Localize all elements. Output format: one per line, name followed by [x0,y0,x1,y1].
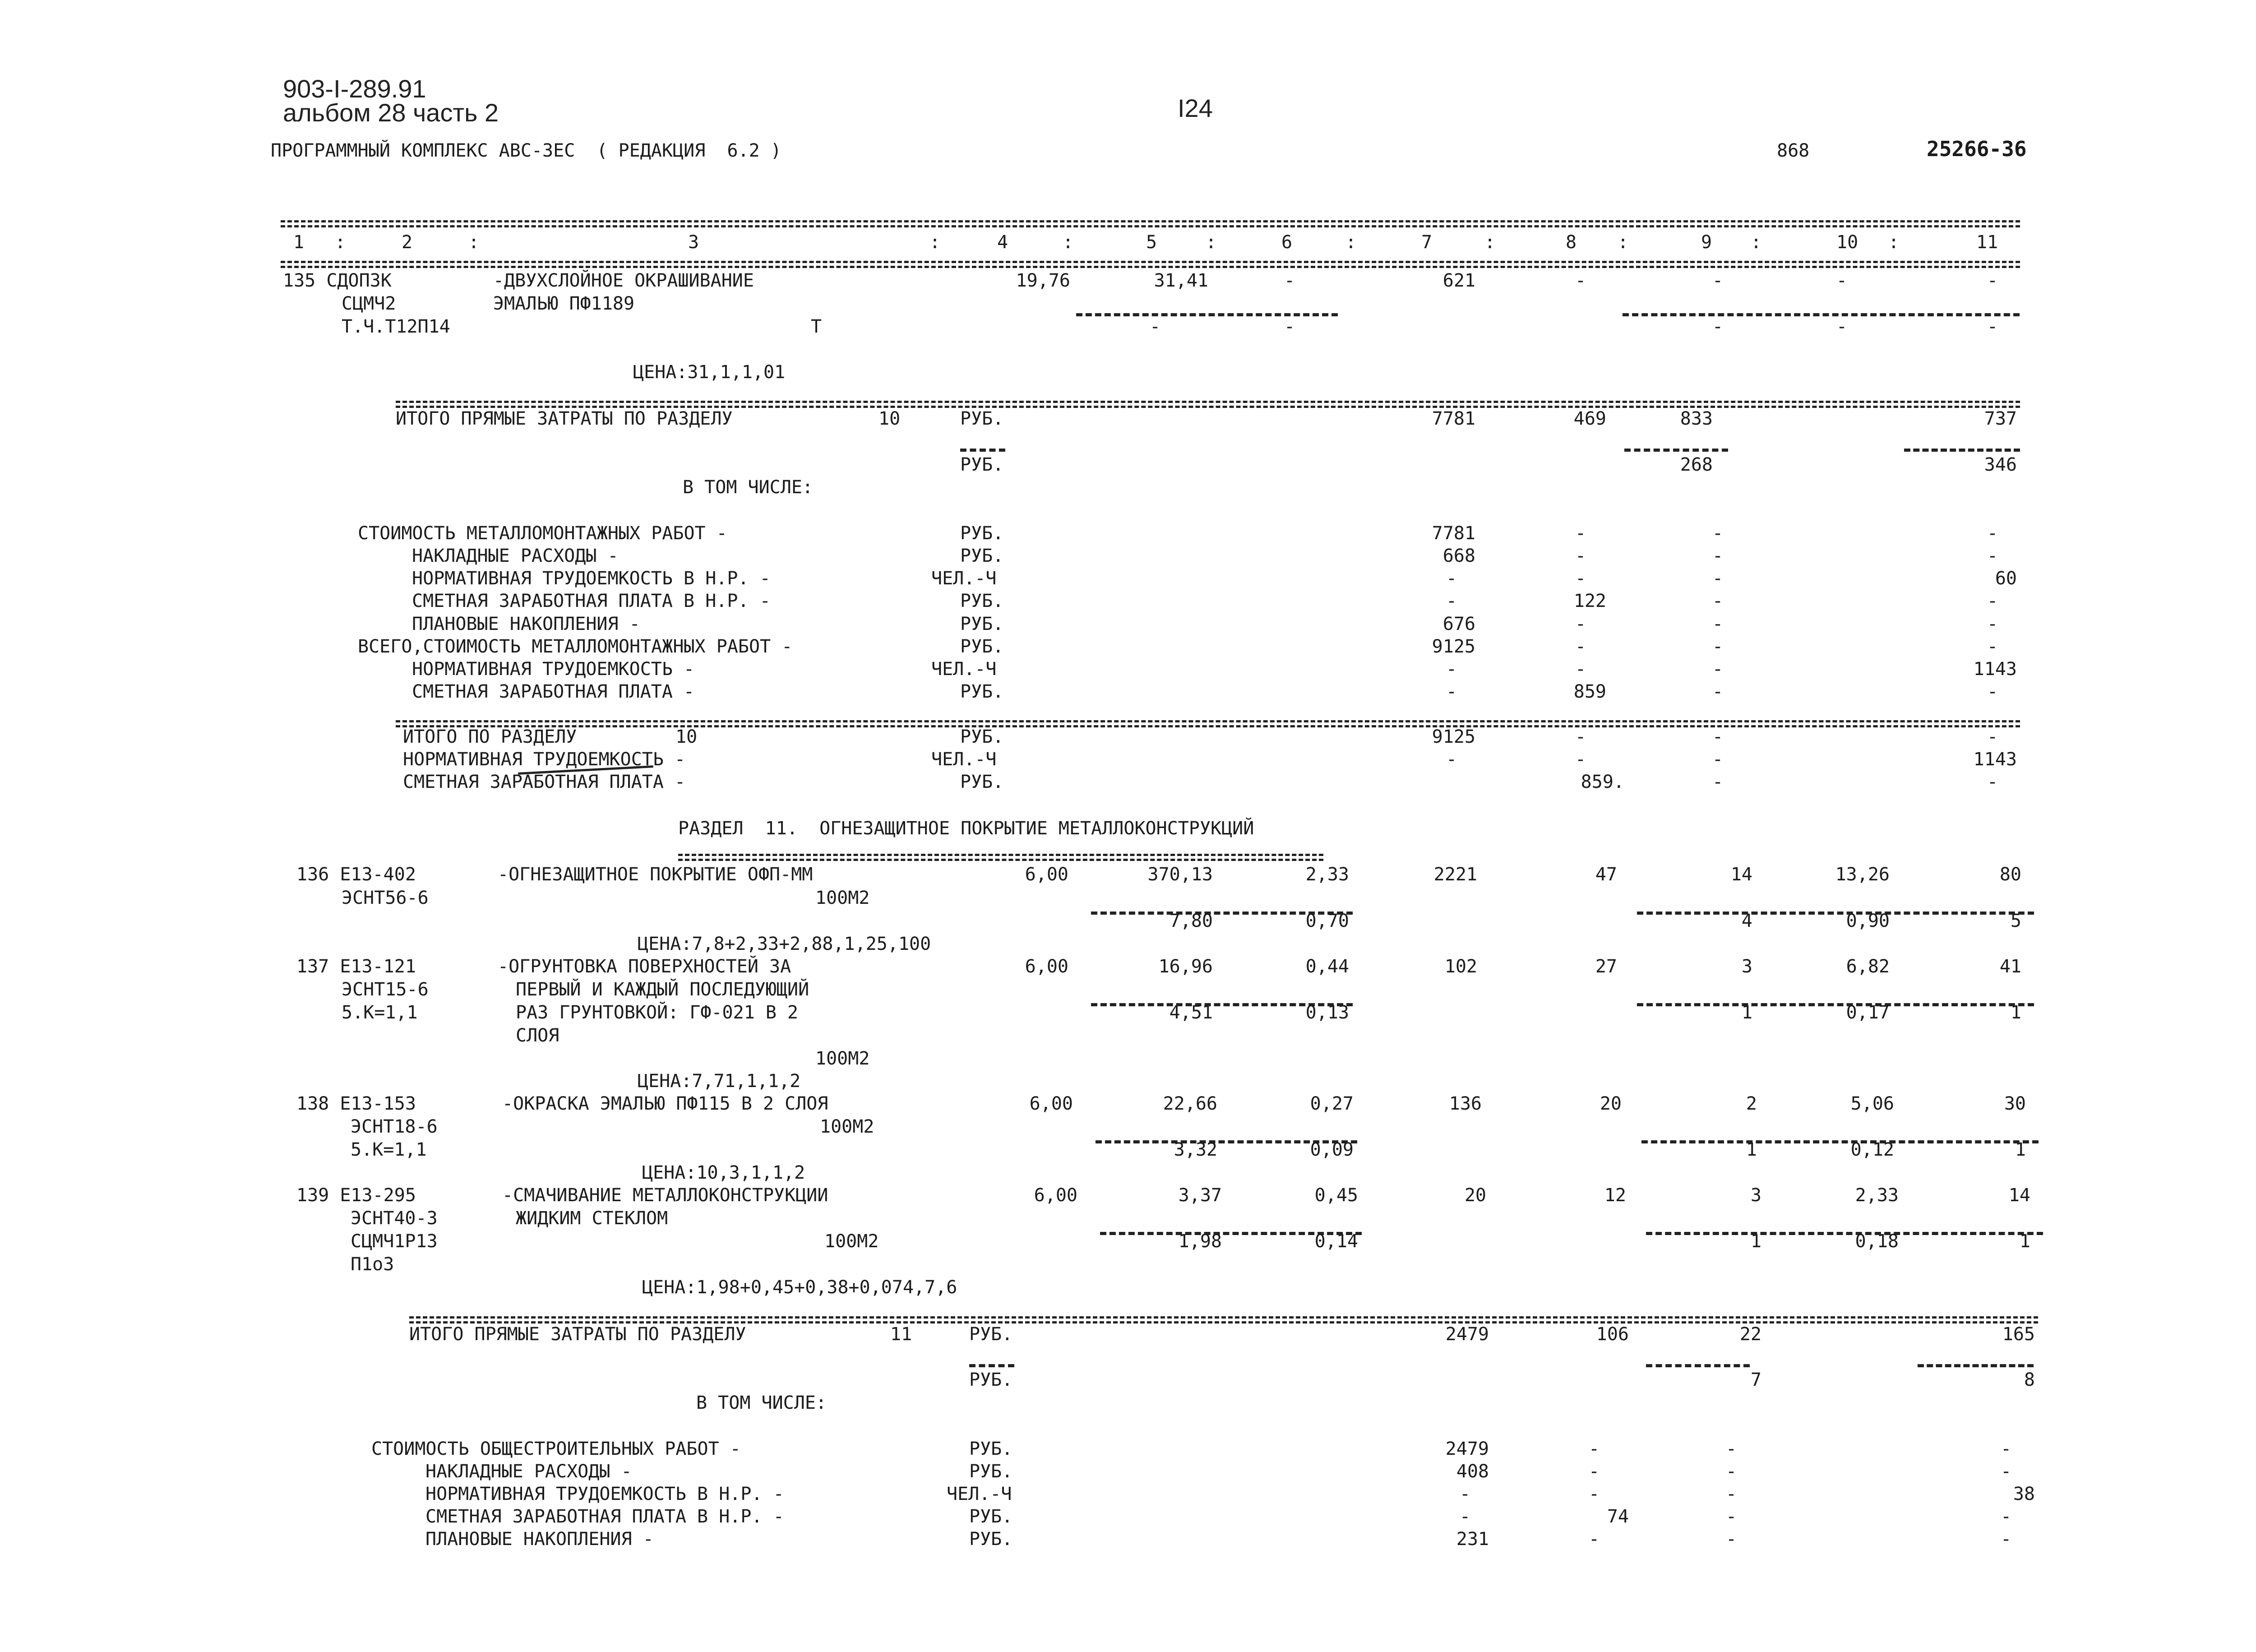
table-cell: 0,17 [1846,1002,1890,1023]
table-cell: 3 [1741,956,1752,977]
table-cell: 5 [2010,911,2021,931]
table-cell: 38 [2013,1484,2035,1504]
table-cell: 4 [1741,911,1752,931]
table-cell: - [1725,1506,1737,1527]
table-cell: 737 [1984,408,2017,429]
table-cell: - [1284,270,1295,291]
table-cell: 0,12 [1850,1139,1894,1160]
table-cell: - [1712,749,1724,770]
column-number: 1 [293,232,305,253]
table-cell: - [1446,568,1457,589]
table-cell: 47 [1595,864,1617,885]
table-cell: - [1987,614,1998,634]
subtotal-underline [1076,313,1338,316]
table-cell: 1 [2010,1002,2021,1023]
table-cell: ЧЕЛ.-Ч [931,749,997,770]
table-cell: ИТОГО ПО РАЗДЕЛУ [403,727,577,747]
table-cell: 22,66 [1163,1093,1217,1114]
table-cell: 19,76 [1016,270,1070,291]
table-cell: -ДВУХСЛОЙНОЕ ОКРАШИВАНИЕ [493,270,754,291]
table-cell: - [1725,1439,1737,1459]
table-cell: - [1575,636,1586,657]
table-cell: 137 Е13-121 [296,956,416,977]
table-cell: РУБ. [960,454,1004,475]
table-cell: 370,13 [1147,864,1213,885]
subtotal-underline [960,449,1005,452]
table-cell: 100М2 [824,1231,879,1252]
table-cell: НОРМАТИВНАЯ ТРУДОЕМКОСТЬ - [412,659,695,680]
table-cell: - [1836,316,1848,337]
table-cell: 0,18 [1855,1231,1899,1252]
column-number: 5 [1146,232,1157,253]
table-cell: 3,37 [1178,1185,1222,1206]
table-cell: - [1712,523,1724,544]
table-cell: 122 [1573,591,1606,611]
table-cell: РАЗ ГРУНТОВКОЙ: ГФ-021 В 2 [516,1002,799,1023]
table-cell: НАКЛАДНЫЕ РАСХОДЫ - [425,1461,632,1482]
table-cell: 7781 [1432,523,1475,544]
table-cell: 1 [2019,1231,2030,1252]
table-cell: - [1446,659,1457,680]
table-cell: 8 [2024,1370,2035,1390]
table-cell: НОРМАТИВНАЯ ТРУДОЕМКОСТЬ В Н.Р. - [412,568,771,589]
table-cell: 4,51 [1169,1002,1213,1023]
table-cell: 60 [1995,568,2017,589]
table-cell: - [1987,591,1998,611]
table-cell: НОРМАТИВНАЯ ТРУДОЕМКОСТЬ В Н.Р. - [425,1484,784,1504]
table-cell: ЖИДКИМ СТЕКЛОМ [516,1208,668,1229]
table-cell: СМЕТНАЯ ЗАРАБОТНАЯ ПЛАТА - [412,681,695,702]
table-cell: 7781 [1432,408,1475,429]
table-cell: 0,44 [1305,956,1349,977]
table-cell: 0,45 [1314,1185,1358,1206]
table-cell: - [1588,1439,1600,1459]
table-cell: - [1446,591,1457,611]
table-cell: - [1987,523,1998,544]
table-cell: ПЛАНОВЫЕ НАКОПЛЕНИЯ - [425,1529,654,1550]
table-cell: 6,82 [1846,956,1890,977]
table-cell: -ОГНЕЗАЩИТНОЕ ПОКРЫТИЕ ОФП-ММ [498,864,813,885]
table-cell: ЦЕНА:7,71,1,1,2 [638,1071,801,1092]
table-cell: -ОКРАСКА ЭМАЛЬЮ ПФ115 В 2 СЛОЯ [502,1093,828,1114]
table-cell: - [1712,659,1724,680]
subtotal-underline [1918,1364,2034,1367]
column-number: 8 [1566,232,1577,253]
table-cell: - [1712,568,1724,589]
table-cell: 41 [1999,956,2021,977]
table-cell: 469 [1573,408,1606,429]
table-cell: 6,00 [1029,1093,1073,1114]
column-separator: : [1484,232,1496,253]
table-cell: СЦМЧ1Р13 [351,1231,438,1252]
table-cell: - [2000,1529,2012,1550]
table-cell: - [1575,614,1586,634]
table-cell: - [1588,1461,1600,1482]
header-bottom-rule [281,261,2020,268]
table-cell: ЦЕНА:1,98+0,45+0,38+0,074,7,6 [642,1277,957,1298]
table-cell: 20 [1600,1093,1622,1114]
table-cell: 100М2 [815,1048,870,1069]
table-cell: ЭСНТ56-6 [342,888,429,908]
table-cell: - [1575,749,1586,770]
table-cell: - [1987,772,1998,792]
table-cell: 6,00 [1025,956,1068,977]
table-cell: РУБ. [960,681,1004,702]
table-cell: НАКЛАДНЫЕ РАСХОДЫ - [412,546,619,566]
table-cell: - [1987,546,1998,566]
table-cell: РУБ. [960,546,1004,566]
table-cell: 1143 [1973,749,2017,770]
table-cell: Т [811,316,822,337]
table-cell: 1 [1741,1002,1752,1023]
subtotal-underline [1624,449,1728,452]
table-cell: - [1712,727,1724,747]
table-cell: 0,90 [1846,911,1890,931]
column-number: 2 [402,232,413,253]
table-cell: 0,70 [1305,911,1349,931]
table-cell: - [2000,1461,2012,1482]
table-cell: 2221 [1433,864,1477,885]
table-cell: 5.К=1,1 [351,1139,427,1160]
table-cell: 2479 [1445,1324,1489,1345]
table-cell: 408 [1456,1461,1489,1482]
table-cell: 346 [1984,454,2017,475]
section-title-underline [678,854,1323,861]
column-number: 6 [1281,232,1293,253]
table-cell: СТОИМОСТЬ ОБЩЕСТРОИТЕЛЬНЫХ РАБОТ - [371,1439,741,1459]
table-cell: ИТОГО ПРЯМЫЕ ЗАТРАТЫ ПО РАЗДЕЛУ [396,408,733,429]
table-cell: ПЛАНОВЫЕ НАКОПЛЕНИЯ - [412,614,640,634]
table-cell: 12 [1604,1185,1626,1206]
table-cell: 16,96 [1158,956,1213,977]
table-cell: 27 [1595,956,1617,977]
code-left: 868 [1777,140,1810,161]
table-cell: 1,98 [1178,1231,1222,1252]
table-cell: - [1575,727,1586,747]
table-cell: СМЕТНАЯ ЗАРАБОТНАЯ ПЛАТА - [403,772,686,792]
column-number: 4 [997,232,1008,253]
table-cell: - [1575,659,1586,680]
table-cell: 10 [878,408,901,429]
table-cell: ЧЕЛ.-Ч [931,568,997,589]
table-cell: 621 [1442,270,1475,291]
table-cell: РУБ. [969,1529,1013,1550]
table-cell: 0,13 [1305,1002,1349,1023]
table-cell: 106 [1596,1324,1629,1345]
table-cell: - [1149,316,1161,337]
table-cell: - [1712,772,1724,792]
table-cell: РУБ. [960,636,1004,657]
table-cell: 1 [1750,1231,1761,1252]
table-cell: 9125 [1432,727,1475,747]
table-cell: -ОГРУНТОВКА ПОВЕРХНОСТЕЙ ЗА [498,956,791,977]
table-cell: - [1446,749,1457,770]
table-cell: СМЕТНАЯ ЗАРАБОТНАЯ ПЛАТА В Н.Р. - [425,1506,784,1527]
table-cell: 165 [2002,1324,2035,1345]
table-cell: 138 Е13-153 [296,1093,416,1114]
table-cell: 6,00 [1034,1185,1077,1206]
table-cell: ЭСНТ40-3 [351,1208,438,1229]
column-separator: : [1063,232,1074,253]
table-cell: ЭМАЛЬЮ ПФ1189 [493,293,635,314]
column-number: 9 [1701,232,1712,253]
table-cell: СЛОЯ [516,1025,559,1046]
table-cell: ЧЕЛ.-Ч [947,1484,1012,1504]
table-cell: - [1575,523,1586,544]
table-cell: 2479 [1445,1439,1489,1459]
column-separator: : [468,232,480,253]
table-cell: -СМАЧИВАНИЕ МЕТАЛЛОКОНСТРУКЦИИ [502,1185,828,1206]
code-right: 25266-36 [1927,137,2027,161]
table-cell: НОРМАТИВНАЯ ТРУДОЕМКОСТЬ - [403,749,686,770]
table-cell: 2,33 [1855,1185,1899,1206]
table-cell: РУБ. [960,772,1004,792]
table-cell: РАЗДЕЛ 11. ОГНЕЗАЩИТНОЕ ПОКРЫТИЕ МЕТАЛЛОКОНСТРУКЦИЙ [678,818,1254,839]
table-cell: - [1459,1484,1471,1504]
table-cell: - [1987,727,1998,747]
table-cell: - [1284,316,1295,337]
column-separator: : [1206,232,1217,253]
table-cell: - [1712,591,1724,611]
table-cell: 668 [1442,546,1475,566]
table-cell: 0,27 [1310,1093,1354,1114]
table-cell: 100М2 [820,1116,874,1137]
table-cell: РУБ. [960,523,1004,544]
column-separator: : [929,232,941,253]
table-cell: - [1712,636,1724,657]
table-cell: П1о3 [351,1254,394,1275]
table-cell: 135 СДОП3К [283,270,392,291]
table-cell: ВСЕГО,СТОИМОСТЬ МЕТАЛЛОМОНТАЖНЫХ РАБОТ - [358,636,793,657]
table-cell: СЦМЧ2 [342,293,396,314]
table-cell: 22 [1739,1324,1761,1345]
section-total-rule [396,401,2020,408]
subtotal-underline [1623,313,2020,316]
section-total-rule [409,1316,2038,1323]
table-cell: - [1725,1461,1737,1482]
table-cell: СТОИМОСТЬ МЕТАЛЛОМОНТАЖНЫХ РАБОТ - [358,523,727,544]
table-cell: - [1575,270,1586,291]
table-cell: РУБ. [969,1439,1013,1459]
table-cell: 676 [1442,614,1475,634]
table-cell: В ТОМ ЧИСЛЕ: [683,477,813,498]
table-cell: - [1575,568,1586,589]
table-cell: ЦЕНА:10,3,1,1,2 [642,1162,805,1183]
column-separator: : [1751,232,1762,253]
table-cell: 859. [1581,772,1624,792]
table-cell: - [1712,681,1724,702]
table-cell: 2 [1746,1093,1757,1114]
table-cell: - [1987,270,1998,291]
table-cell: 268 [1680,454,1713,475]
table-cell: 833 [1680,408,1713,429]
table-cell: 13,26 [1835,864,1890,885]
subtotal-underline [1904,449,2020,452]
table-cell: - [1459,1506,1471,1527]
column-number: 7 [1421,232,1433,253]
table-cell: 30 [2004,1093,2026,1114]
table-cell: РУБ. [969,1370,1013,1390]
table-cell: - [1575,546,1586,566]
table-cell: - [1712,614,1724,634]
table-cell: ЦЕНА:31,1,1,01 [633,362,786,383]
table-cell: 20 [1464,1185,1486,1206]
table-cell: - [2000,1439,2012,1459]
table-cell: 10 [675,727,698,747]
table-cell: ЭСНТ15-6 [342,979,429,1000]
column-number: 3 [688,232,699,253]
table-cell: - [1712,316,1724,337]
table-cell: 7 [1750,1370,1761,1390]
table-cell: 6,00 [1025,864,1068,885]
table-cell: Т.Ч.Т12П14 [342,316,450,337]
table-cell: 136 Е13-402 [296,864,416,885]
table-cell: - [1987,681,1998,702]
table-cell: - [2000,1506,2012,1527]
table-cell: 3 [1750,1185,1761,1206]
table-cell: РУБ. [960,727,1004,747]
subtotal-underline [969,1364,1014,1367]
table-cell: РУБ. [969,1324,1013,1345]
table-cell: 11 [890,1324,912,1345]
table-cell: 1143 [1973,659,2017,680]
column-number: 10 [1836,232,1858,253]
column-separator: : [1618,232,1629,253]
table-cell: 5,06 [1850,1093,1894,1114]
table-cell: ИТОГО ПРЯМЫЕ ЗАТРАТЫ ПО РАЗДЕЛУ [409,1324,746,1345]
table-cell: ПЕРВЫЙ И КАЖДЫЙ ПОСЛЕДУЮЩИЙ [516,979,809,1000]
table-cell: - [1836,270,1848,291]
table-cell: ЭСНТ18-6 [351,1116,438,1137]
table-top-rule [281,220,2020,227]
table-cell: - [1588,1529,1600,1550]
section-total-rule [396,720,2020,727]
column-number: 11 [1976,232,1998,253]
table-cell: 9125 [1432,636,1475,657]
table-cell: 231 [1456,1529,1489,1550]
column-separator: : [1345,232,1357,253]
page-number: I24 [1178,94,1213,122]
table-cell: - [1446,681,1457,702]
table-cell: - [1725,1529,1737,1550]
subtotal-underline [1646,1364,1750,1367]
table-cell: СМЕТНАЯ ЗАРАБОТНАЯ ПЛАТА В Н.Р. - [412,591,771,611]
table-cell: В ТОМ ЧИСЛЕ: [696,1393,827,1413]
table-cell: РУБ. [969,1506,1013,1527]
table-cell: - [1712,546,1724,566]
table-cell: 0,14 [1314,1231,1358,1252]
table-cell: РУБ. [960,614,1004,634]
table-cell: 14 [2008,1185,2030,1206]
table-cell: 2,33 [1305,864,1349,885]
table-cell: 31,41 [1154,270,1208,291]
table-cell: 5.К=1,1 [342,1002,418,1023]
album-label: альбом 28 часть 2 [283,98,499,127]
table-cell: 74 [1607,1506,1629,1527]
table-cell: - [1987,316,1998,337]
table-cell: ЦЕНА:7,8+2,33+2,88,1,25,100 [638,934,931,954]
column-separator: : [335,232,346,253]
table-cell: 139 Е13-295 [296,1185,416,1206]
program-title: ПРОГРАММНЫЙ КОМПЛЕКС АВС-3ЕС ( РЕДАКЦИЯ 6.2 ) [271,140,781,161]
table-cell: - [1712,270,1724,291]
table-cell: 7,80 [1169,911,1213,931]
table-cell: 3,32 [1174,1139,1217,1160]
table-cell: РУБ. [969,1461,1013,1482]
table-cell: 14 [1730,864,1752,885]
table-cell: РУБ. [960,408,1004,429]
table-cell: 0,09 [1310,1139,1354,1160]
table-cell: 100М2 [815,888,870,908]
column-separator: : [1888,232,1900,253]
table-cell: 80 [1999,864,2021,885]
table-cell: 1 [1746,1139,1757,1160]
table-cell: 136 [1449,1093,1482,1114]
document-code: 903-I-289.91 [283,74,426,103]
table-cell: ЧЕЛ.-Ч [931,659,997,680]
table-cell: 102 [1444,956,1477,977]
table-cell: - [1725,1484,1737,1504]
table-cell: 859 [1573,681,1606,702]
table-cell: 1 [2015,1139,2026,1160]
table-cell: РУБ. [960,591,1004,611]
table-cell: - [1588,1484,1600,1504]
table-cell: - [1987,636,1998,657]
